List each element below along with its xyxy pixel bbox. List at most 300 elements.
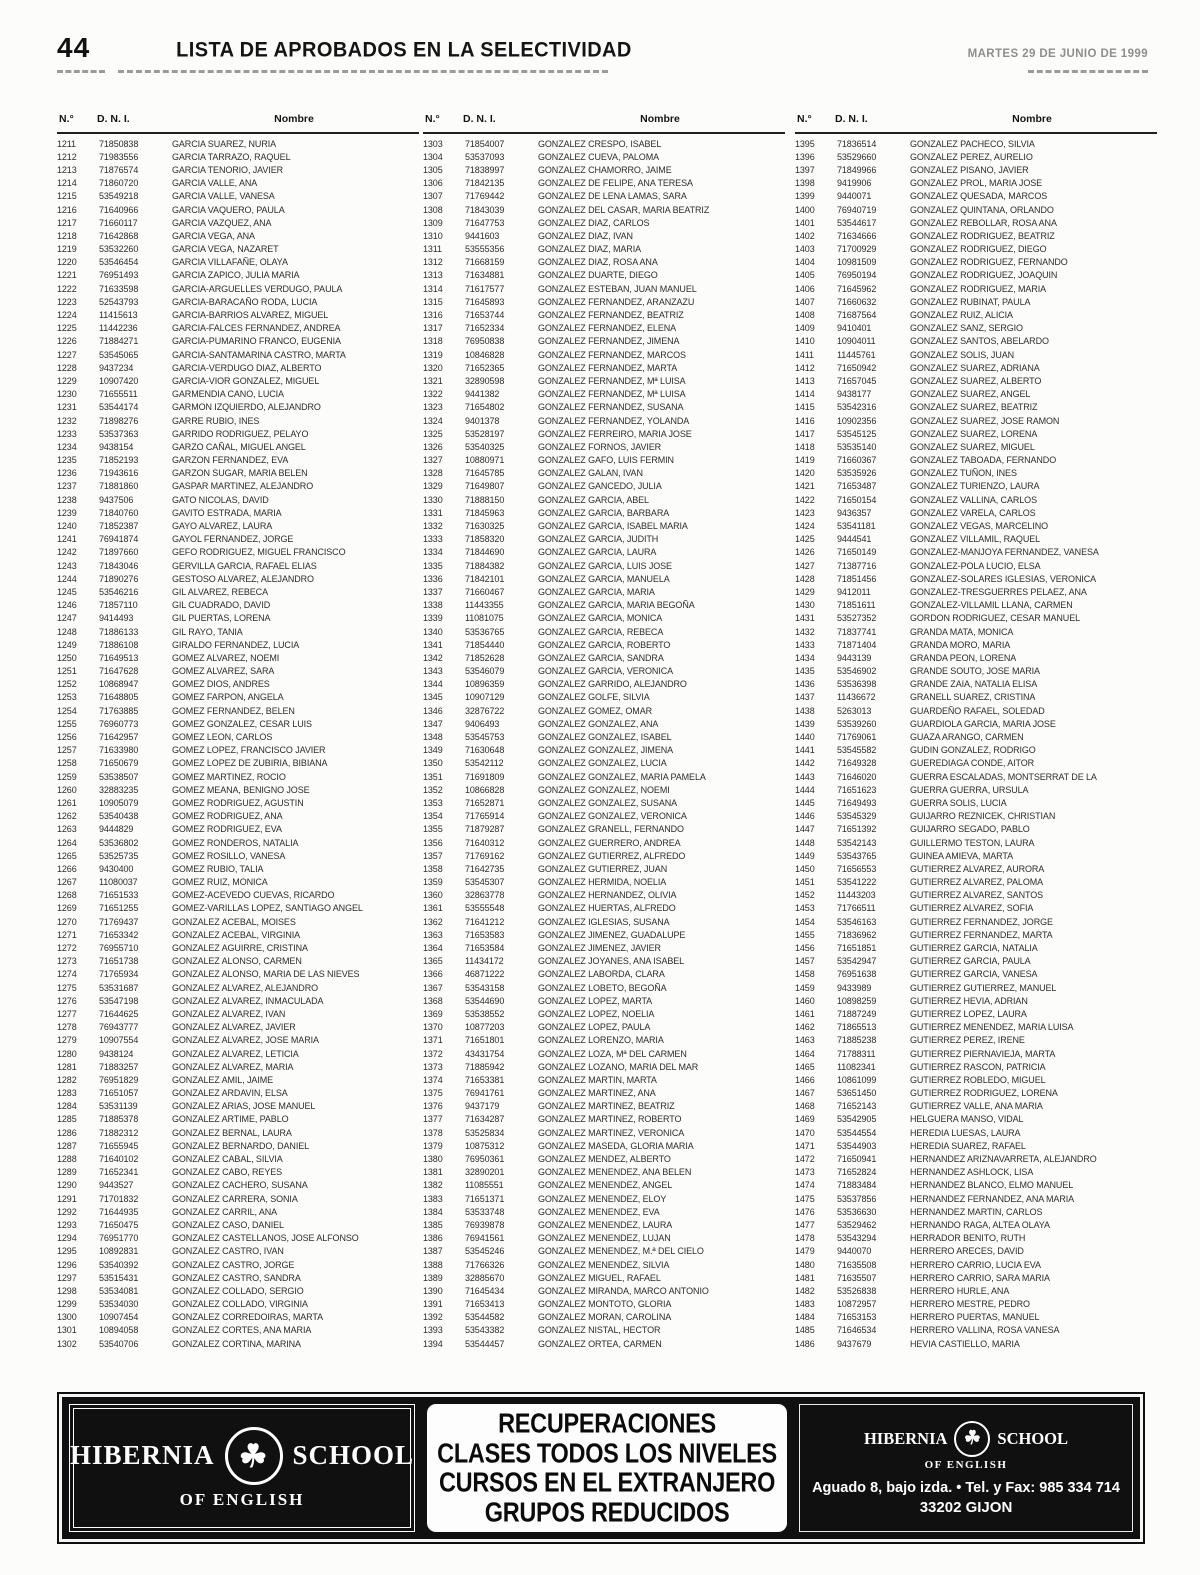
row-name: GUERRA GUERRA, URSULA (910, 784, 1029, 795)
row-number: 1230 (57, 389, 77, 400)
row-name: GARCIA TENORIO, JAVIER (172, 164, 283, 175)
table-row (795, 704, 1157, 717)
row-name: GUTIERREZ VALLE, ANA MARIA (910, 1101, 1043, 1112)
row-number: 1319 (423, 349, 443, 360)
row-number: 1249 (57, 639, 77, 650)
row-name: GONZALEZ AGUIRRE, CRISTINA (172, 943, 308, 954)
row-name: GONZALEZ GARCIA, ROBERTO (538, 639, 671, 650)
row-number: 1455 (795, 929, 815, 940)
row-number: 1479 (795, 1246, 815, 1257)
table-row (423, 678, 785, 691)
row-dni: 9433989 (837, 982, 872, 993)
row-name: GONZALEZ CABO, REYES (172, 1167, 283, 1178)
table-row (795, 928, 1157, 941)
row-name: GONZALEZ CACHERO, SUSANA (172, 1180, 308, 1191)
row-dni: 71851611 (837, 600, 876, 611)
row-dni: 71645893 (465, 296, 505, 307)
row-name: GONZALEZ LOZANO, MARIA DEL MAR (538, 1061, 699, 1072)
row-number: 1293 (57, 1219, 77, 1230)
row-number: 1385 (423, 1219, 443, 1230)
row-name: GUTIERREZ LOPEZ, LAURA (910, 1008, 1027, 1019)
row-dni: 71843039 (465, 204, 505, 215)
row-number: 1481 (795, 1272, 815, 1283)
row-dni: 71650149 (837, 547, 877, 558)
row-dni: 10904011 (837, 336, 876, 347)
row-number: 1399 (795, 191, 815, 202)
row-number: 1244 (57, 573, 77, 584)
table-row (423, 243, 785, 256)
row-name: GOMEZ-VARILLAS LOPEZ, SANTIAGO ANGEL (172, 903, 363, 914)
row-dni: 9410401 (837, 323, 872, 334)
row-name: GONZALEZ GONZALEZ, LUCIA (538, 758, 667, 769)
table-row (57, 796, 419, 809)
row-dni: 71887249 (837, 1008, 877, 1019)
row-dni: 53544617 (837, 217, 877, 228)
row-name: GESTOSO ALVAREZ, ALEJANDRO (172, 573, 314, 584)
row-number: 1477 (795, 1219, 815, 1230)
table-row (795, 730, 1157, 743)
row-number: 1232 (57, 415, 77, 426)
row-dni: 71653153 (837, 1312, 877, 1323)
row-dni: 71769437 (99, 916, 139, 927)
row-dni: 71633980 (99, 745, 139, 756)
table-row (423, 322, 785, 335)
table-row (57, 1258, 419, 1271)
row-dni: 53545125 (837, 428, 877, 439)
table-row (423, 572, 785, 585)
table-row (57, 651, 419, 664)
row-name: GONZALEZ CARRIL, ANA (172, 1206, 278, 1217)
row-dni: 53536398 (837, 679, 877, 690)
header-dni: D. N. I. (835, 113, 868, 125)
row-dni: 71641212 (465, 916, 505, 927)
row-number: 1238 (57, 494, 77, 505)
table-row (423, 1324, 785, 1337)
table-row (795, 269, 1157, 282)
table-row (57, 454, 419, 467)
table-row (423, 150, 785, 163)
table-row (795, 1218, 1157, 1231)
row-number: 1396 (795, 151, 815, 162)
row-name: GONZALEZ FERNANDEZ, MARCOS (538, 349, 686, 360)
row-number: 1313 (423, 270, 443, 281)
row-name: HERRERO CARRIO, SARA MARIA (910, 1272, 1050, 1283)
row-name: GONZALEZ SANTOS, ABELARDO (910, 336, 1049, 347)
row-number: 1247 (57, 613, 77, 624)
table-row (795, 427, 1157, 440)
row-dni: 71634287 (465, 1114, 505, 1125)
row-name: GONZALEZ HERNANDEZ, OLIVIA (538, 890, 677, 901)
row-number: 1449 (795, 850, 815, 861)
row-name: GUTIERREZ MENENDEZ, MARIA LUISA (910, 1022, 1074, 1033)
row-number: 1342 (423, 652, 443, 663)
row-number: 1400 (795, 204, 815, 215)
row-number: 1340 (423, 626, 443, 637)
row-number: 1456 (795, 943, 815, 954)
row-name: GONZALEZ-TRESGUERRES PELAEZ, ANA (910, 586, 1087, 597)
table-row (57, 572, 419, 585)
row-number: 1415 (795, 402, 815, 413)
row-dni: 71851456 (837, 573, 877, 584)
row-dni: 53533748 (465, 1206, 505, 1217)
row-number: 1239 (57, 507, 77, 518)
row-number: 1307 (423, 191, 443, 202)
row-dni: 11080037 (99, 877, 138, 888)
row-name: GONZALEZ GARCIA, VERONICA (538, 666, 674, 677)
table-row (423, 862, 785, 875)
row-dni: 71852387 (99, 521, 139, 532)
row-name: GONZALEZ PACHECO, SILVIA (910, 138, 1035, 149)
row-number: 1363 (423, 929, 443, 940)
row-dni: 71647628 (99, 666, 139, 677)
row-name: GONZALEZ PROL, MARIA JOSE (910, 178, 1043, 189)
row-name: GONZALEZ FERNANDEZ, SUSANA (538, 402, 684, 413)
row-number: 1315 (423, 296, 443, 307)
row-name: GONZALEZ SUAREZ, MIGUEL (910, 441, 1035, 452)
header-number: N.° (59, 113, 74, 125)
row-number: 1406 (795, 283, 815, 294)
row-name: GARZON SUGAR, MARIA BELEN (172, 468, 308, 479)
row-dni: 9440071 (837, 191, 872, 202)
table-row (423, 876, 785, 889)
row-number: 1433 (795, 639, 815, 650)
ad-right-panel (799, 1404, 1133, 1532)
row-dni: 53536630 (837, 1206, 877, 1217)
row-name: GARCIA-VERDUGO DIAZ, ALBERTO (172, 362, 322, 373)
table-row (423, 849, 785, 862)
row-name: GONZALEZ RODRIGUEZ, DIEGO (910, 244, 1047, 255)
pageno-underline (57, 70, 105, 73)
row-dni: 9444541 (837, 534, 872, 545)
row-dni: 71881860 (99, 481, 139, 492)
row-dni: 71898276 (99, 415, 139, 426)
row-name: GONZALEZ QUESADA, MARCOS (910, 191, 1048, 202)
row-dni: 53543382 (465, 1325, 505, 1336)
row-name: GONZALEZ CHAMORRO, JAIME (538, 164, 672, 175)
row-number: 1352 (423, 784, 443, 795)
table-row (423, 1007, 785, 1020)
row-dni: 71882312 (99, 1127, 139, 1138)
row-name: GONZALEZ DIAZ, ROSA ANA (538, 257, 658, 268)
row-number: 1348 (423, 732, 443, 743)
table-row (423, 427, 785, 440)
table-row (57, 612, 419, 625)
table-row (795, 1166, 1157, 1179)
row-number: 1450 (795, 863, 815, 874)
list-column-2 (423, 113, 785, 1350)
table-row (423, 744, 785, 757)
row-name: GONZALEZ VALLINA, CARLOS (910, 494, 1037, 505)
row-dni: 76955710 (99, 943, 139, 954)
row-name: GONZALEZ RODRIGUEZ, FERNANDO (910, 257, 1068, 268)
row-dni: 71655511 (99, 389, 138, 400)
row-dni: 53545329 (837, 811, 877, 822)
row-name: GIL CUADRADO, DAVID (172, 600, 271, 611)
row-dni: 71652365 (465, 362, 505, 373)
row-dni: 53546163 (837, 916, 877, 927)
row-name: GARCIA-FALCES FERNANDEZ, ANDREA (172, 323, 341, 334)
row-dni: 71840760 (99, 507, 139, 518)
row-name: GONZALEZ GARCIA, MARIA (538, 586, 655, 597)
row-number: 1245 (57, 586, 77, 597)
row-dni: 71387716 (837, 560, 877, 571)
header-nombre: Nombre (640, 113, 680, 125)
table-row (57, 1126, 419, 1139)
table-row (423, 625, 785, 638)
ad-center-panel (427, 1404, 787, 1532)
row-number: 1305 (423, 164, 443, 175)
table-row (795, 1205, 1157, 1218)
row-name: HERRERO MESTRE, PEDRO (910, 1299, 1030, 1310)
row-name: GONZALEZ GONZALEZ, ANA (538, 718, 659, 729)
row-name: GOMEZ RODRIGUEZ, AGUSTIN (172, 797, 304, 808)
table-row (57, 1179, 419, 1192)
table-row (57, 427, 419, 440)
table-row (423, 1047, 785, 1060)
row-name: GARZO CAÑAL, MIGUEL ANGEL (172, 441, 306, 452)
row-name: GONZALEZ MORAN, CAROLINA (538, 1312, 672, 1323)
row-name: GONZALEZ LABORDA, CLARA (538, 969, 665, 980)
row-name: HERRERO VALLINA, ROSA VANESA (910, 1325, 1060, 1336)
table-row (57, 638, 419, 651)
row-dni: 53537856 (837, 1193, 877, 1204)
row-number: 1298 (57, 1285, 77, 1296)
row-number: 1310 (423, 230, 443, 241)
row-name: GONZALEZ ACEBAL, MOISES (172, 916, 296, 927)
row-dni: 71852628 (465, 652, 505, 663)
table-row (795, 388, 1157, 401)
row-dni: 71850838 (99, 138, 139, 149)
table-row (795, 493, 1157, 506)
row-number: 1417 (795, 428, 815, 439)
row-number: 1372 (423, 1048, 443, 1059)
row-dni: 76951638 (837, 969, 877, 980)
row-number: 1432 (795, 626, 815, 637)
table-row (57, 1021, 419, 1034)
row-number: 1317 (423, 323, 443, 334)
row-name: GONZALEZ GUERRERO, ANDREA (538, 837, 681, 848)
row-number: 1236 (57, 468, 77, 479)
row-dni: 71651533 (99, 890, 139, 901)
table-row (795, 599, 1157, 612)
row-number: 1336 (423, 573, 443, 584)
row-number: 1458 (795, 969, 815, 980)
table-row (423, 1113, 785, 1126)
row-name: GONZALEZ IGLESIAS, SUSANA (538, 916, 670, 927)
row-number: 1429 (795, 586, 815, 597)
table-row (57, 216, 419, 229)
table-row (57, 665, 419, 678)
row-dni: 53534030 (99, 1299, 139, 1310)
row-dni: 71651392 (837, 824, 877, 835)
table-row (795, 770, 1157, 783)
row-number: 1248 (57, 626, 77, 637)
row-name: GONZALEZ BERNAL, LAURA (172, 1127, 292, 1138)
row-dni: 53544690 (465, 995, 505, 1006)
row-number: 1420 (795, 468, 815, 479)
table-row (795, 137, 1157, 150)
row-number: 1461 (795, 1008, 815, 1019)
table-row (795, 981, 1157, 994)
row-name: GONZALEZ AMIL, JAIME (172, 1074, 274, 1085)
row-name: GONZALEZ CASTRO, SANDRA (172, 1272, 301, 1283)
row-name: GOMEZ LEON, CARLOS (172, 732, 273, 743)
table-row (423, 1245, 785, 1258)
table-row (57, 229, 419, 242)
row-name: GOMEZ-ACEVEDO CUEVAS, RICARDO (172, 890, 335, 901)
column-header-rule (423, 132, 785, 134)
row-dni: 53531687 (99, 982, 139, 993)
table-row (423, 638, 785, 651)
row-number: 1321 (423, 375, 443, 386)
table-row (57, 1087, 419, 1100)
table-row (423, 533, 785, 546)
row-name: GONZALEZ MENENDEZ, M.ª DEL CIELO (538, 1246, 704, 1257)
row-number: 1326 (423, 441, 443, 452)
row-number: 1274 (57, 969, 77, 980)
row-dni: 53540706 (99, 1338, 139, 1349)
row-name: GOMEZ RODRIGUEZ, EVA (172, 824, 282, 835)
row-dni: 46871222 (465, 969, 505, 980)
row-dni: 53525735 (99, 850, 139, 861)
row-number: 1254 (57, 705, 77, 716)
row-name: GIL RAYO, TANIA (172, 626, 243, 637)
row-dni: 71897660 (99, 547, 139, 558)
row-dni: 9438124 (99, 1048, 134, 1059)
row-number: 1421 (795, 481, 815, 492)
table-row (795, 572, 1157, 585)
row-dni: 53549218 (99, 191, 139, 202)
row-dni: 71884271 (99, 336, 139, 347)
row-dni: 71865513 (837, 1022, 877, 1033)
row-dni: 32890201 (465, 1167, 505, 1178)
row-dni: 9437234 (99, 362, 134, 373)
row-number: 1328 (423, 468, 443, 479)
row-name: GONZALEZ FERNANDEZ, JIMENA (538, 336, 680, 347)
row-number: 1306 (423, 178, 443, 189)
row-name: GONZALEZ MARTIN, MARTA (538, 1074, 657, 1085)
row-dni: 71691809 (465, 771, 505, 782)
row-name: GUTIERREZ ALVAREZ, SOFIA (910, 903, 1034, 914)
row-number: 1434 (795, 652, 815, 663)
table-row (795, 1192, 1157, 1205)
table-row (57, 704, 419, 717)
row-number: 1379 (423, 1140, 443, 1151)
table-row (795, 810, 1157, 823)
row-dni: 53547198 (99, 995, 139, 1006)
row-number: 1320 (423, 362, 443, 373)
row-name: GONZALEZ ALVAREZ, INMACULADA (172, 995, 324, 1006)
ad-subtitle: OF ENGLISH (179, 1489, 305, 1509)
table-row (795, 1113, 1157, 1126)
row-dni: 10846828 (465, 349, 505, 360)
row-number: 1381 (423, 1167, 443, 1178)
row-dni: 76939878 (465, 1219, 505, 1230)
row-number: 1442 (795, 758, 815, 769)
table-row (423, 519, 785, 532)
row-name: GONZALEZ MENENDEZ, SILVIA (538, 1259, 670, 1270)
row-number: 1229 (57, 375, 77, 386)
row-dni: 76943777 (99, 1022, 139, 1033)
row-number: 1332 (423, 521, 443, 532)
row-number: 1486 (795, 1338, 815, 1349)
row-number: 1311 (423, 244, 442, 255)
row-dni: 10868947 (99, 679, 139, 690)
row-name: GUTIERREZ GUTIERREZ, MANUEL (910, 982, 1057, 993)
table-row (57, 519, 419, 532)
header-nombre: Nombre (274, 113, 314, 125)
row-name: GONZALEZ GARCIA, JUDITH (538, 534, 659, 545)
table-row (423, 1311, 785, 1324)
table-row (795, 665, 1157, 678)
row-name: GONZALEZ GARCIA, REBECA (538, 626, 664, 637)
row-name: GONZALEZ MENENDEZ, ANGEL (538, 1180, 673, 1191)
row-name: GRANDA PEON, LORENA (910, 652, 1017, 663)
row-number: 1301 (57, 1325, 77, 1336)
row-number: 1275 (57, 982, 77, 993)
table-row (795, 308, 1157, 321)
row-dni: 9443139 (837, 652, 872, 663)
row-name: GONZALEZ GUTIERREZ, JUAN (538, 863, 668, 874)
table-row (795, 467, 1157, 480)
table-row (795, 1060, 1157, 1073)
row-dni: 9412011 (837, 586, 871, 597)
table-row (57, 876, 419, 889)
row-name: GONZALEZ GRANELL, FERNANDO (538, 824, 684, 835)
table-row (57, 691, 419, 704)
table-row (423, 915, 785, 928)
row-number: 1257 (57, 745, 77, 756)
row-number: 1217 (57, 217, 77, 228)
header-number: N.° (797, 113, 812, 125)
row-name: HEREDIA LUESAS, LAURA (910, 1127, 1021, 1138)
row-name: GUTIERREZ RODRIGUEZ, LORENA (910, 1088, 1058, 1099)
row-name: GONZALEZ MIRANDA, MARCO ANTONIO (538, 1285, 709, 1296)
table-row (423, 1284, 785, 1297)
row-dni: 71983556 (99, 151, 139, 162)
row-name: GONZALEZ GANCEDO, JULIA (538, 481, 662, 492)
row-dni: 71871404 (837, 639, 877, 650)
row-dni: 53544457 (465, 1338, 505, 1349)
table-row (57, 1337, 419, 1350)
row-dni: 71640966 (99, 204, 139, 215)
row-dni: 9441603 (465, 230, 500, 241)
row-number: 1270 (57, 916, 77, 927)
row-number: 1282 (57, 1074, 77, 1085)
row-name: GONZALEZ SUAREZ, ANGEL (910, 389, 1031, 400)
row-dni: 76940719 (837, 204, 877, 215)
row-number: 1242 (57, 547, 77, 558)
row-name: GONZALEZ FERNANDEZ, Mª LUISA (538, 389, 686, 400)
row-dni: 53542112 (465, 758, 504, 769)
row-dni: 53540438 (99, 811, 139, 822)
row-name: GONZALEZ SOLIS, JUAN (910, 349, 1015, 360)
date-underline (1028, 70, 1148, 73)
row-name: GOMEZ RUIZ, MONICA (172, 877, 268, 888)
row-number: 1324 (423, 415, 443, 426)
row-name: GUERRA SOLIS, LUCIA (910, 797, 1007, 808)
row-number: 1391 (423, 1299, 443, 1310)
row-number: 1303 (423, 138, 443, 149)
row-number: 1453 (795, 903, 815, 914)
row-number: 1304 (423, 151, 443, 162)
row-dni: 76950838 (465, 336, 505, 347)
row-number: 1276 (57, 995, 77, 1006)
row-name: GUDIN GONZALEZ, RODRIGO (910, 745, 1036, 756)
row-name: GONZALEZ SUAREZ, ALBERTO (910, 375, 1042, 386)
table-row (423, 203, 785, 216)
row-name: GARRIDO RODRIGUEZ, PELAYO (172, 428, 309, 439)
